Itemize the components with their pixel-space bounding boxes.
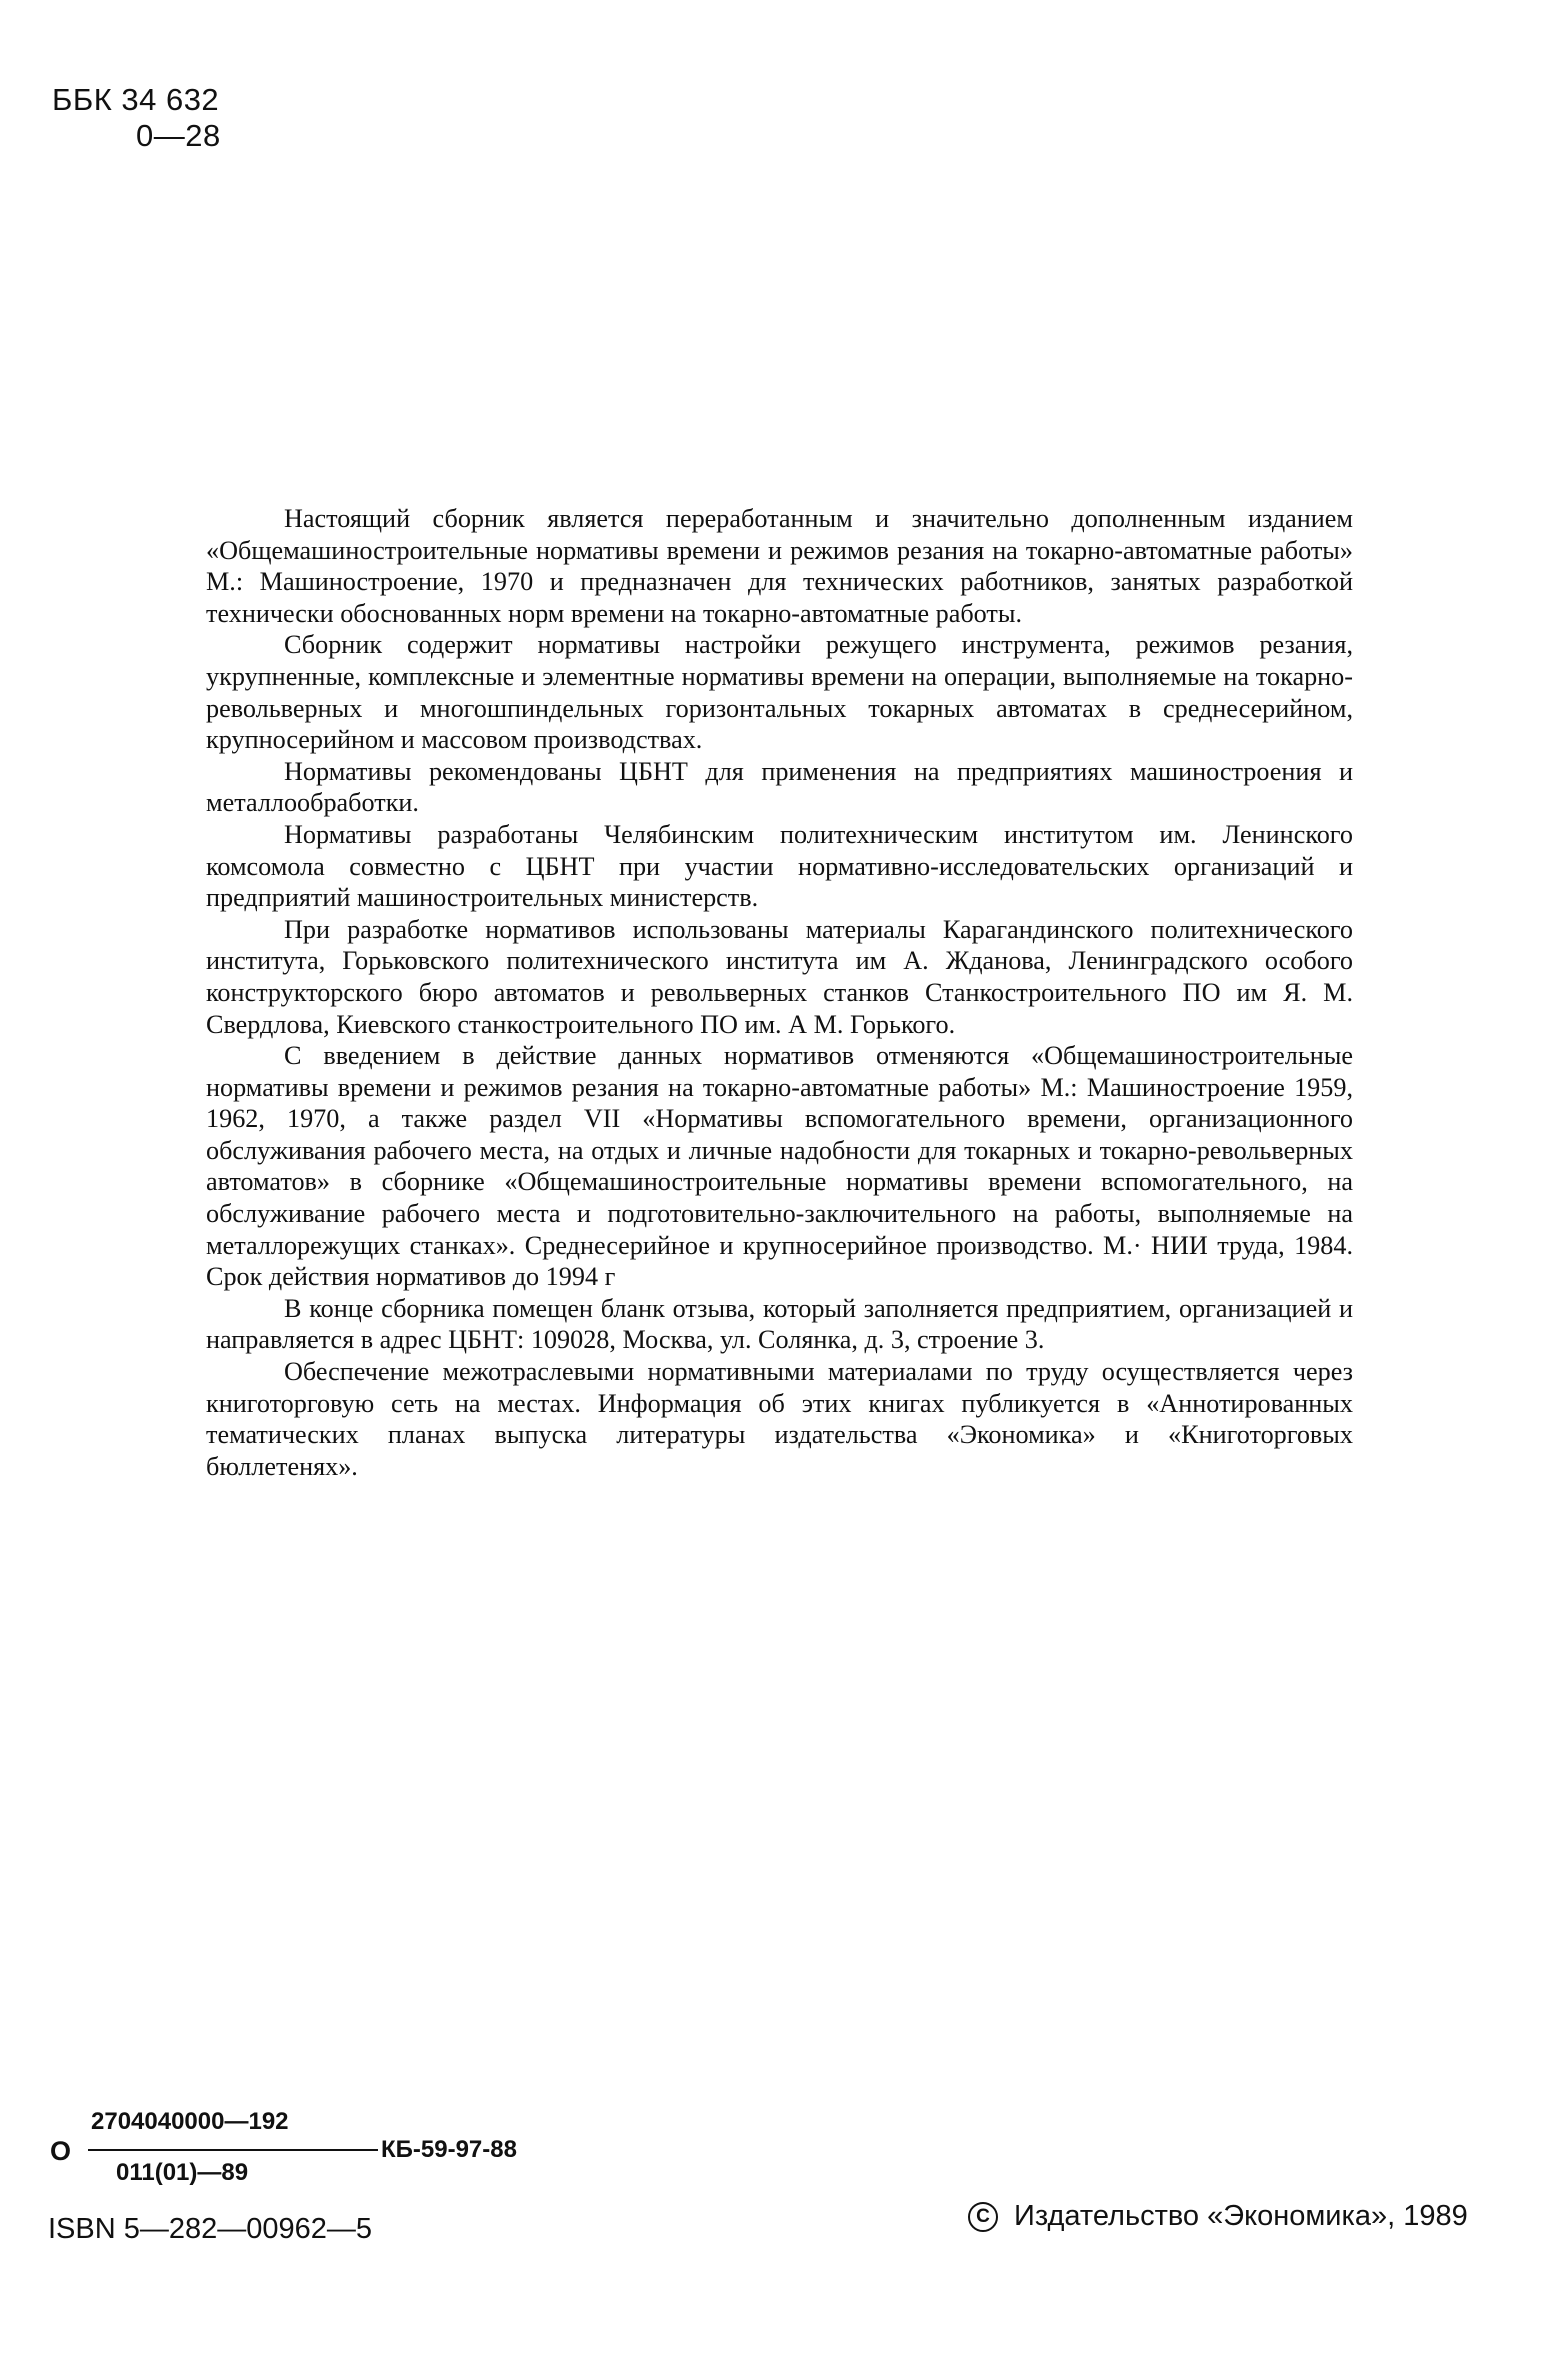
code-prefix: О xyxy=(50,2136,72,2166)
annotation-text xyxy=(206,503,1353,1482)
paragraph: Обеспечение межотраслевыми нормативными материалами по труду осуществляется через книготорговую сеть на местах. Информация об этих книгах публикуется в «Аннотированных тематических планах выпуска литературы издательства «Экономика» и «Книготорговых бюллетенях». xyxy=(206,1357,1353,1481)
copyright-icon: C xyxy=(968,2202,998,2232)
catalog-code: КБ-59-97-88 xyxy=(381,2136,517,2163)
paragraph: Нормативы разработаны Челябинским политехническим институтом им. Ленинского комсомола совместно с ЦБНТ при участии нормативно-исследовательских организаций и предприятий машиностроительных министерств. xyxy=(206,819,1353,913)
code-denominator: 011(01)—89 xyxy=(116,2159,249,2186)
bbk-code: ББК 34 632 xyxy=(52,82,220,117)
isbn: ISBN 5—282—00962—5 xyxy=(48,2213,373,2245)
paragraph: При разработке нормативов использованы материалы Карагандинского политехнического института, Горьковского политехнического института им А. Жданова, Ленинградского особого конструкторского бюро автоматов и револьверных станков Станкостроительного ПО им Я. М. Свердлова, Киевского станкостроительного ПО им. А М. Горького. xyxy=(206,914,1353,1039)
paragraph: Нормативы рекомендованы ЦБНТ для применения на предприятиях машиностроения и металлообработки. xyxy=(206,756,1353,818)
code-numerator: 2704040000—192 xyxy=(91,2108,289,2135)
paragraph: С введением в действие данных нормативов отменяются «Общемашиностроительные нормативы времени и режимов резания на токарно-автоматные работы» М.: Машиностроение 1959, 1962, 1970, а также раздел VII «Нормативы вспомогательного времени, организационного обслуживания рабочего места, на отдых и личные надобности для токарных и токарно-револьверных автоматов» в сборнике «Общемашиностроительные нормативы времени вспомогательного, на обслуживание рабочего места и подготовительно-заключительного на работы, выполняемые на металлорежущих станках». Среднесерийное и крупносерийное производство. М.· НИИ труда, 1984. Срок действия нормативов до 1994 г xyxy=(206,1041,1353,1292)
paragraph: Настоящий сборник является переработанным и значительно дополненным изданием «Общемашиностроительные нормативы времени и режимов резания на токарно-автоматные работы» М.: Машиностроение, 1970 и предназначен для технических работников, занятых разработкой технически обоснованных норм времени на токарно-автоматные работы. xyxy=(206,504,1353,628)
fraction-rule xyxy=(88,2149,378,2151)
paragraph: В конце сборника помещен бланк отзыва, который заполняется предприятием, организацией и направляется в адрес ЦБНТ: 109028, Москва, ул. Солянка, д. 3, строение 3. xyxy=(206,1293,1353,1355)
publication-code xyxy=(46,2108,566,2198)
copyright-text: Издательство «Экономика», 1989 xyxy=(1014,2200,1468,2232)
copyright-line xyxy=(968,2200,1468,2233)
classification-block xyxy=(52,82,221,154)
paragraph: Сборник содержит нормативы настройки режущего инструмента, режимов резания, укрупненные, комплексные и элементные нормативы времени на операции, выполняемые на токарно-револьверных и многошпиндельных горизонтальных токарных автоматах в среднесерийном, крупносерийном и массовом производствах. xyxy=(206,630,1353,755)
author-mark: 0—28 xyxy=(136,118,221,153)
